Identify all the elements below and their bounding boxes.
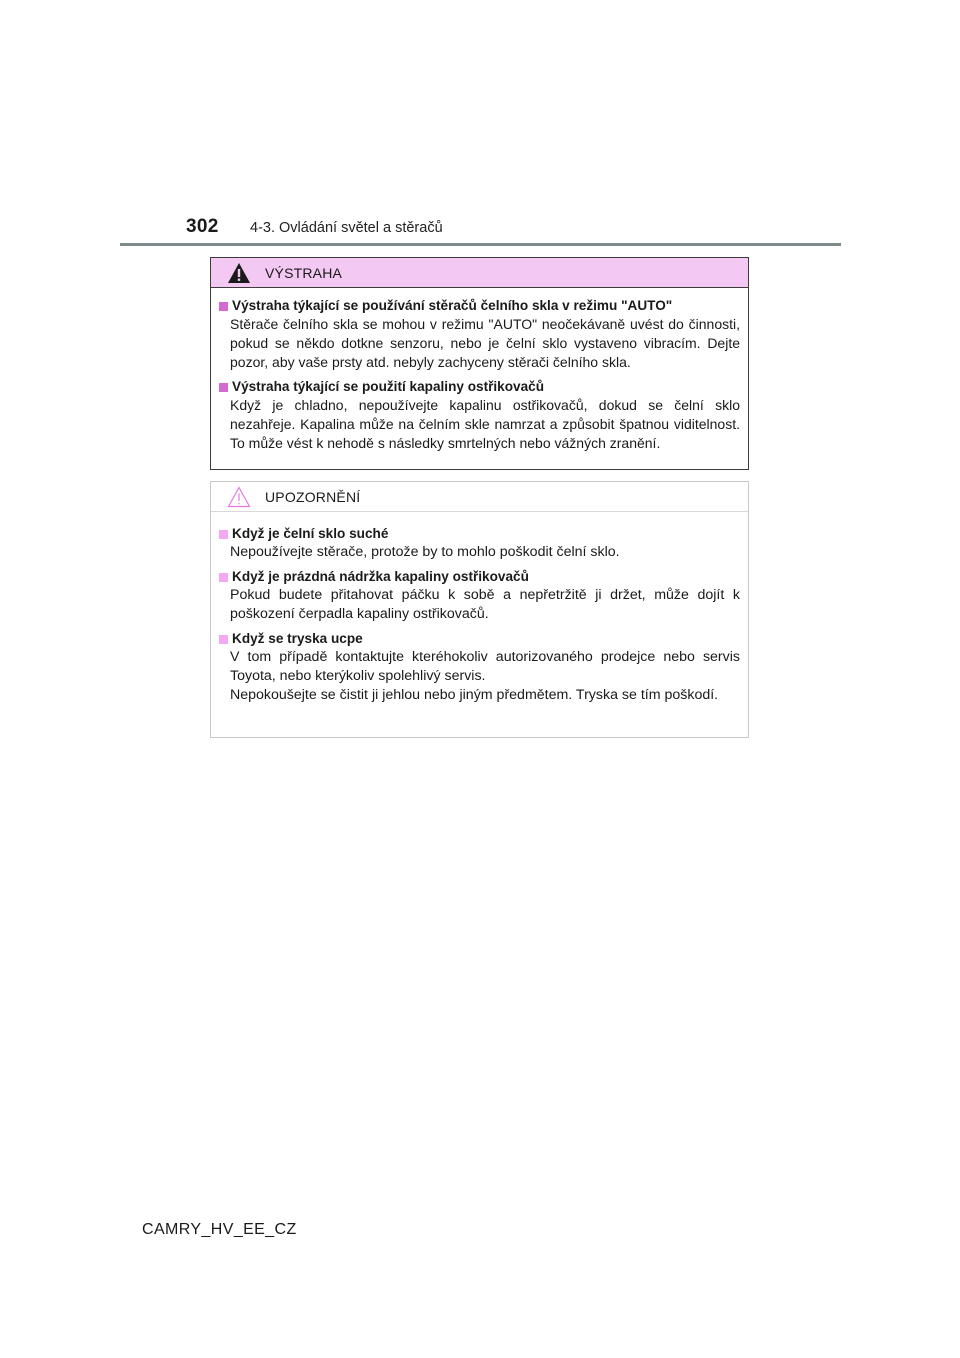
warning-box-header: [211, 258, 748, 288]
warning-triangle-outline-icon: [227, 486, 251, 508]
warning-item: [219, 297, 740, 372]
warning-item-text: Když je chladno, nepoužívejte kapalinu ostřikovačů, dokud se čelní sklo nezahřeje. Kapalina může na čelním skle namrzat a způsobit špatnou viditelnost. To může vést k nehodě s následky smrtelných nebo vážných zranění.: [230, 397, 740, 451]
caution-item: [219, 630, 740, 705]
warning-item-title: Výstraha týkající se používání stěračů čelního skla v režimu "AUTO": [232, 298, 673, 313]
bullet-square-icon: [219, 383, 228, 392]
caution-item-text: Pokud budete přitahovat páčku k sobě a nepřetržitě ji držet, může dojít k poškození čerpadla kapaliny ostřikovačů.: [230, 587, 740, 622]
warning-item-title: Výstraha týkající se použití kapaliny ostřikovačů: [232, 379, 545, 394]
page-number: 302: [186, 216, 219, 237]
caution-item-title: Když se tryska ucpe: [232, 631, 363, 646]
caution-label: UPOZORNĚNÍ: [265, 488, 361, 505]
bullet-square-icon: [219, 635, 228, 644]
caution-item-text: Nepoužívejte stěrače, protože by to mohlo poškodit čelní sklo.: [230, 544, 620, 560]
document-code: CAMRY_HV_EE_CZ: [142, 1221, 297, 1238]
warning-item: [219, 378, 740, 453]
caution-item: [219, 568, 740, 624]
header-rule: [120, 243, 841, 246]
section-title: 4-3. Ovládání světel a stěračů: [250, 220, 443, 236]
warning-box: [210, 257, 749, 470]
caution-item-text: V tom případě kontaktujte kteréhokoliv autorizovaného prodejce nebo servis Toyota, nebo kterýkoliv spolehlivý servis.: [230, 649, 740, 684]
caution-item-text: Nepokoušejte se čistit ji jehlou nebo jiným předmětem. Tryska se tím poškodí.: [230, 687, 719, 703]
warning-triangle-filled-icon: [227, 262, 251, 284]
caution-box-header: [211, 482, 748, 512]
bullet-square-icon: [219, 573, 228, 582]
bullet-square-icon: [219, 302, 228, 311]
caution-item: [219, 525, 740, 562]
caution-item-title: Když je čelní sklo suché: [232, 526, 389, 541]
bullet-square-icon: [219, 530, 228, 539]
warning-item-text: Stěrače čelního skla se mohou v režimu "AUTO" neočekávaně uvést do činnosti, pokud se někdo dotkne senzoru, nebo je čelní sklo vystaveno vibracím. Dejte pozor, aby vaše prsty atd. nebyly zachyceny stěrači čelního skla.: [230, 316, 740, 370]
caution-item-title: Když je prázdná nádržka kapaliny ostřikovačů: [232, 569, 529, 584]
warning-label: VÝSTRAHA: [265, 264, 343, 281]
caution-box: [210, 481, 749, 738]
